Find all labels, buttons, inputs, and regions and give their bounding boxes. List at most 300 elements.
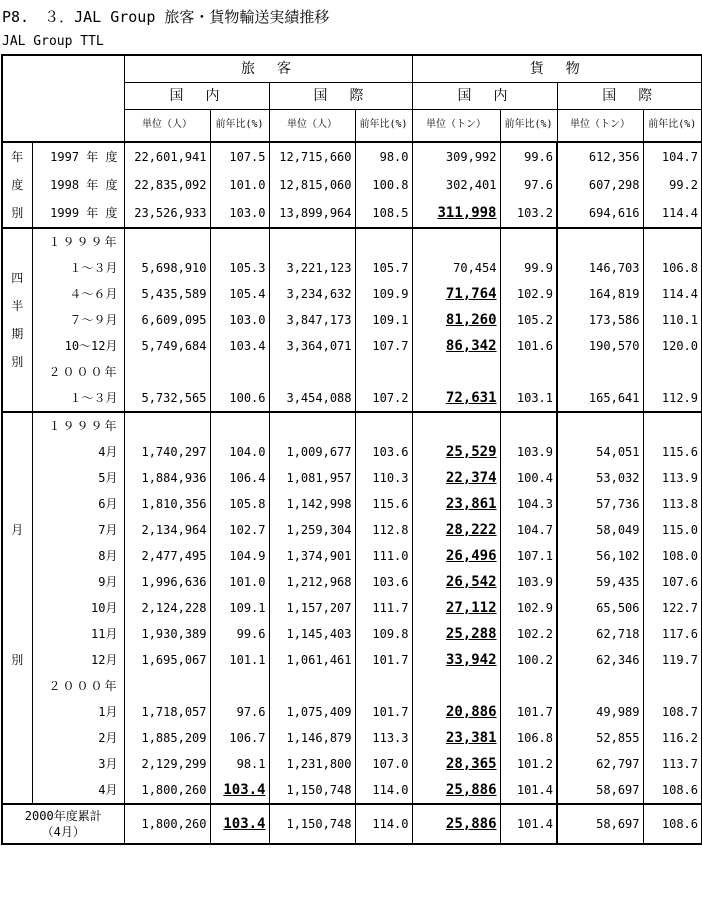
value-cell xyxy=(557,595,643,621)
value-text: 116.2 xyxy=(661,730,698,745)
cumulative-label-line2: （4月） xyxy=(41,824,85,839)
value-text: 100.6 xyxy=(229,390,266,405)
blank-cell xyxy=(210,673,269,699)
value-cell xyxy=(412,439,500,465)
value-cell xyxy=(643,385,702,412)
value-cell xyxy=(412,142,500,171)
value-cell xyxy=(643,142,702,171)
value-text: 103.0 xyxy=(229,312,266,327)
value-cell xyxy=(355,621,412,647)
value-text: 5,749,684 xyxy=(141,338,207,353)
value-text: 5,435,589 xyxy=(141,286,207,301)
value-cell xyxy=(557,804,643,844)
value-cell xyxy=(210,517,269,543)
value-cell xyxy=(557,777,643,804)
value-cell xyxy=(412,725,500,751)
yoy-header: 前年比(%) xyxy=(643,110,702,142)
value-cell xyxy=(269,647,355,673)
section-label-monthly: 月 xyxy=(2,517,32,543)
value-text: 1,061,461 xyxy=(286,652,352,667)
value-text: 103.4 xyxy=(223,781,266,798)
value-cell xyxy=(355,171,412,199)
value-text: 103.6 xyxy=(372,574,409,589)
value-cell xyxy=(355,777,412,804)
value-cell xyxy=(557,725,643,751)
value-text: 112.8 xyxy=(372,522,409,537)
value-cell xyxy=(643,543,702,569)
value-cell xyxy=(500,171,557,199)
value-text: 1,145,403 xyxy=(286,626,352,641)
value-cell xyxy=(269,439,355,465)
value-text: 109.1 xyxy=(229,600,266,615)
value-cell xyxy=(500,595,557,621)
value-cell xyxy=(124,199,210,228)
value-cell xyxy=(124,333,210,359)
value-text: 1,718,057 xyxy=(141,704,207,719)
value-cell xyxy=(500,804,557,844)
value-text: 1,800,260 xyxy=(141,816,207,831)
blank-cell xyxy=(124,228,210,255)
blank-cell xyxy=(500,359,557,385)
value-text: 26,496 xyxy=(445,547,497,564)
value-text: 62,797 xyxy=(596,756,640,771)
value-text: 101.0 xyxy=(229,177,266,192)
value-text: 1,800,260 xyxy=(141,782,207,797)
value-text: 1,146,879 xyxy=(286,730,352,745)
value-cell xyxy=(269,777,355,804)
cargo-domestic-header: 国 内 xyxy=(412,83,557,110)
value-text: 101.7 xyxy=(516,704,553,719)
blank-cell xyxy=(500,228,557,255)
period-label: 1999 年 度 xyxy=(32,199,124,228)
period-label: 4月 xyxy=(32,439,124,465)
value-cell xyxy=(269,333,355,359)
value-text: 1,075,409 xyxy=(286,704,352,719)
value-text: 99.6 xyxy=(236,626,266,641)
value-text: 103.2 xyxy=(516,205,553,220)
section-label-monthly xyxy=(2,595,32,621)
value-cell xyxy=(269,725,355,751)
value-cell xyxy=(124,142,210,171)
value-text: 103.4 xyxy=(229,338,266,353)
value-text: 302,401 xyxy=(445,177,497,192)
passenger-domestic-header: 国 内 xyxy=(124,83,269,110)
section-label-monthly xyxy=(2,465,32,491)
value-cell xyxy=(412,621,500,647)
value-text: 71,764 xyxy=(445,285,497,302)
value-cell xyxy=(412,595,500,621)
value-text: 106.8 xyxy=(516,730,553,745)
value-text: 113.3 xyxy=(372,730,409,745)
blank-cell xyxy=(355,673,412,699)
value-cell xyxy=(124,255,210,281)
period-label: 1998 年 度 xyxy=(32,171,124,199)
value-text: 111.0 xyxy=(372,548,409,563)
value-text: 311,998 xyxy=(437,204,497,221)
value-text: 58,697 xyxy=(596,782,640,797)
blank-cell xyxy=(412,673,500,699)
value-text: 13,899,964 xyxy=(279,205,352,220)
value-text: 115.0 xyxy=(661,522,698,537)
value-text: 105.2 xyxy=(516,312,553,327)
section-label-monthly xyxy=(2,543,32,569)
value-text: 105.4 xyxy=(229,286,266,301)
value-cell xyxy=(500,569,557,595)
value-cell xyxy=(355,699,412,725)
value-cell xyxy=(355,385,412,412)
value-text: 99.2 xyxy=(669,177,698,192)
value-cell xyxy=(500,647,557,673)
value-cell xyxy=(355,751,412,777)
value-cell xyxy=(500,491,557,517)
period-label: １～３月 xyxy=(32,385,124,412)
value-text: 58,697 xyxy=(596,816,640,831)
year-label: １９９９年 xyxy=(32,228,124,255)
value-cell xyxy=(643,699,702,725)
value-cell xyxy=(557,171,643,199)
value-text: 23,861 xyxy=(445,495,497,512)
value-text: 106.7 xyxy=(229,730,266,745)
value-cell xyxy=(412,647,500,673)
value-cell xyxy=(355,333,412,359)
value-text: 109.8 xyxy=(372,626,409,641)
value-cell xyxy=(124,777,210,804)
value-cell xyxy=(355,804,412,844)
section-label-monthly xyxy=(2,673,32,699)
value-text: 2,124,228 xyxy=(141,600,207,615)
value-cell xyxy=(124,569,210,595)
value-cell xyxy=(269,699,355,725)
table-subtitle: JAL Group TTL xyxy=(2,34,104,49)
value-cell xyxy=(500,777,557,804)
value-cell xyxy=(557,281,643,307)
value-text: 105.3 xyxy=(229,260,266,275)
value-cell xyxy=(500,199,557,228)
value-text: 120.0 xyxy=(661,338,698,353)
passenger-header: 旅 客 xyxy=(124,55,412,83)
value-text: 113.9 xyxy=(661,470,698,485)
period-label: 10～12月 xyxy=(32,333,124,359)
value-cell xyxy=(500,385,557,412)
value-cell xyxy=(124,699,210,725)
value-cell xyxy=(210,333,269,359)
value-cell xyxy=(643,281,702,307)
period-label: 7月 xyxy=(32,517,124,543)
value-text: 1,150,748 xyxy=(286,816,352,831)
value-text: 28,222 xyxy=(445,521,497,538)
value-cell xyxy=(124,465,210,491)
blank-cell xyxy=(269,412,355,439)
value-cell xyxy=(412,465,500,491)
blank-cell xyxy=(643,359,702,385)
value-text: 105.8 xyxy=(229,496,266,511)
value-text: 70,454 xyxy=(453,260,497,275)
value-text: 115.6 xyxy=(661,444,698,459)
value-cell xyxy=(557,439,643,465)
value-cell xyxy=(124,647,210,673)
value-cell xyxy=(355,307,412,333)
blank-cell xyxy=(210,412,269,439)
value-cell xyxy=(412,491,500,517)
value-cell xyxy=(412,333,500,359)
value-cell xyxy=(643,777,702,804)
section-label-monthly xyxy=(2,699,32,725)
blank-cell xyxy=(557,673,643,699)
value-text: 103.0 xyxy=(229,205,266,220)
value-cell xyxy=(643,569,702,595)
value-cell xyxy=(355,725,412,751)
section-char: 半 xyxy=(11,298,24,313)
value-cell xyxy=(412,751,500,777)
value-cell xyxy=(355,199,412,228)
value-text: 22,374 xyxy=(445,469,497,486)
value-cell xyxy=(643,333,702,359)
year-label: ２０００年 xyxy=(32,673,124,699)
value-cell xyxy=(355,517,412,543)
value-text: 5,732,565 xyxy=(141,390,207,405)
value-cell xyxy=(124,491,210,517)
value-cell xyxy=(500,142,557,171)
period-label: 3月 xyxy=(32,751,124,777)
value-text: 106.4 xyxy=(229,470,266,485)
value-text: 108.6 xyxy=(661,782,698,797)
value-cell xyxy=(643,595,702,621)
value-text: 100.2 xyxy=(516,652,553,667)
yoy-header: 前年比(%) xyxy=(210,110,269,142)
value-cell xyxy=(500,281,557,307)
value-text: 113.8 xyxy=(661,496,698,511)
value-cell xyxy=(210,439,269,465)
value-text: 113.7 xyxy=(661,756,698,771)
value-text: 109.1 xyxy=(372,312,409,327)
period-label: 4月 xyxy=(32,777,124,804)
value-cell xyxy=(210,255,269,281)
value-text: 309,992 xyxy=(445,149,497,164)
value-text: 114.0 xyxy=(372,816,409,831)
value-text: 694,616 xyxy=(588,205,640,220)
value-text: 3,847,173 xyxy=(286,312,352,327)
value-text: 33,942 xyxy=(445,651,497,668)
value-text: 1,231,800 xyxy=(286,756,352,771)
value-cell xyxy=(557,751,643,777)
value-text: 165,641 xyxy=(588,390,640,405)
blank-cell xyxy=(412,412,500,439)
value-text: 107.7 xyxy=(372,338,409,353)
blank-cell xyxy=(355,228,412,255)
value-text: 98.0 xyxy=(379,149,409,164)
value-cell xyxy=(412,777,500,804)
value-text: 108.5 xyxy=(372,205,409,220)
value-text: 22,601,941 xyxy=(134,149,207,164)
value-cell xyxy=(643,751,702,777)
value-text: 612,356 xyxy=(588,149,640,164)
value-text: 62,718 xyxy=(596,626,640,641)
value-text: 5,698,910 xyxy=(141,260,207,275)
value-text: 107.2 xyxy=(372,390,409,405)
section-char: 四 xyxy=(11,270,24,285)
value-cell xyxy=(269,142,355,171)
value-cell xyxy=(269,621,355,647)
value-cell xyxy=(269,751,355,777)
blank-cell xyxy=(643,412,702,439)
value-cell xyxy=(269,171,355,199)
value-text: 103.9 xyxy=(516,444,553,459)
value-text: 104.0 xyxy=(229,444,266,459)
cumulative-label xyxy=(2,804,124,844)
value-text: 1,142,998 xyxy=(286,496,352,511)
value-text: 105.7 xyxy=(372,260,409,275)
value-text: 1,695,067 xyxy=(141,652,207,667)
value-cell xyxy=(500,255,557,281)
unit-header: 単位（トン） xyxy=(557,110,643,142)
section-label-monthly xyxy=(2,751,32,777)
value-text: 102.9 xyxy=(516,286,553,301)
value-text: 57,736 xyxy=(596,496,640,511)
value-text: 86,342 xyxy=(445,337,497,354)
cumulative-label-line1: 2000年度累計 xyxy=(24,808,102,823)
value-text: 65,506 xyxy=(596,600,640,615)
value-cell xyxy=(643,647,702,673)
value-text: 1,081,957 xyxy=(286,470,352,485)
value-cell xyxy=(269,491,355,517)
value-text: 25,288 xyxy=(445,625,497,642)
value-cell xyxy=(557,199,643,228)
value-text: 2,134,964 xyxy=(141,522,207,537)
value-cell xyxy=(269,465,355,491)
value-text: 101.7 xyxy=(372,652,409,667)
value-text: 3,454,088 xyxy=(286,390,352,405)
value-cell xyxy=(412,804,500,844)
value-cell xyxy=(210,699,269,725)
period-label: 6月 xyxy=(32,491,124,517)
value-text: 27,112 xyxy=(445,599,497,616)
blank-cell xyxy=(269,228,355,255)
value-cell xyxy=(643,439,702,465)
value-text: 23,381 xyxy=(445,729,497,746)
value-cell xyxy=(355,439,412,465)
value-cell xyxy=(412,199,500,228)
period-label: ７～９月 xyxy=(32,307,124,333)
value-text: 26,542 xyxy=(445,573,497,590)
value-cell xyxy=(269,255,355,281)
value-cell xyxy=(269,281,355,307)
corner-cell xyxy=(2,55,124,142)
value-text: 12,815,060 xyxy=(279,177,352,192)
value-text: 101.7 xyxy=(372,704,409,719)
value-text: 111.7 xyxy=(372,600,409,615)
value-text: 110.3 xyxy=(372,470,409,485)
value-text: 101.6 xyxy=(516,338,553,353)
value-text: 115.6 xyxy=(372,496,409,511)
value-cell xyxy=(643,255,702,281)
value-cell xyxy=(210,647,269,673)
value-cell xyxy=(557,491,643,517)
value-cell xyxy=(643,804,702,844)
unit-header: 単位（人） xyxy=(269,110,355,142)
value-cell xyxy=(124,725,210,751)
period-label: 12月 xyxy=(32,647,124,673)
value-cell xyxy=(412,517,500,543)
value-text: 101.4 xyxy=(516,782,553,797)
section-char: 期 xyxy=(11,326,24,341)
value-cell xyxy=(557,385,643,412)
value-cell xyxy=(500,699,557,725)
value-cell xyxy=(500,517,557,543)
blank-cell xyxy=(269,673,355,699)
blank-cell xyxy=(210,228,269,255)
value-cell xyxy=(210,491,269,517)
value-text: 102.9 xyxy=(516,600,553,615)
value-text: 22,835,092 xyxy=(134,177,207,192)
value-text: 101.1 xyxy=(229,652,266,667)
section-char-yearly: 別 xyxy=(2,199,32,228)
value-cell xyxy=(269,385,355,412)
value-text: 72,631 xyxy=(445,389,497,406)
section-label-monthly xyxy=(2,439,32,465)
value-cell xyxy=(210,804,269,844)
value-cell xyxy=(210,281,269,307)
value-text: 1,374,901 xyxy=(286,548,352,563)
value-cell xyxy=(269,199,355,228)
blank-cell xyxy=(557,228,643,255)
blank-cell xyxy=(355,412,412,439)
value-cell xyxy=(124,307,210,333)
value-cell xyxy=(210,725,269,751)
value-text: 3,364,071 xyxy=(286,338,352,353)
value-text: 97.6 xyxy=(524,177,553,192)
value-text: 56,102 xyxy=(596,548,640,563)
value-text: 104.7 xyxy=(661,149,698,164)
value-text: 97.6 xyxy=(236,704,266,719)
blank-cell xyxy=(124,412,210,439)
value-text: 1,212,968 xyxy=(286,574,352,589)
period-label: 8月 xyxy=(32,543,124,569)
section-char-yearly: 度 xyxy=(2,171,32,199)
value-text: 28,365 xyxy=(445,755,497,772)
blank-cell xyxy=(412,228,500,255)
value-cell xyxy=(557,142,643,171)
value-cell xyxy=(210,777,269,804)
value-text: 25,886 xyxy=(445,815,497,832)
value-cell xyxy=(124,517,210,543)
value-cell xyxy=(210,543,269,569)
value-cell xyxy=(269,543,355,569)
value-cell xyxy=(643,171,702,199)
value-cell xyxy=(355,647,412,673)
passenger-international-header: 国 際 xyxy=(269,83,412,110)
value-text: 101.2 xyxy=(516,756,553,771)
value-cell xyxy=(210,751,269,777)
value-text: 104.7 xyxy=(516,522,553,537)
value-cell xyxy=(500,439,557,465)
value-cell xyxy=(412,281,500,307)
value-text: 100.4 xyxy=(516,470,553,485)
unit-header: 単位（人） xyxy=(124,110,210,142)
transport-results-table xyxy=(1,54,702,845)
unit-header: 単位（トン） xyxy=(412,110,500,142)
value-cell xyxy=(124,281,210,307)
value-text: 2,129,299 xyxy=(141,756,207,771)
value-text: 2,477,495 xyxy=(141,548,207,563)
value-cell xyxy=(643,465,702,491)
value-cell xyxy=(269,569,355,595)
value-text: 117.6 xyxy=(661,626,698,641)
value-text: 58,049 xyxy=(596,522,640,537)
value-text: 107.1 xyxy=(516,548,553,563)
value-cell xyxy=(210,569,269,595)
value-text: 1,996,636 xyxy=(141,574,207,589)
blank-cell xyxy=(210,359,269,385)
